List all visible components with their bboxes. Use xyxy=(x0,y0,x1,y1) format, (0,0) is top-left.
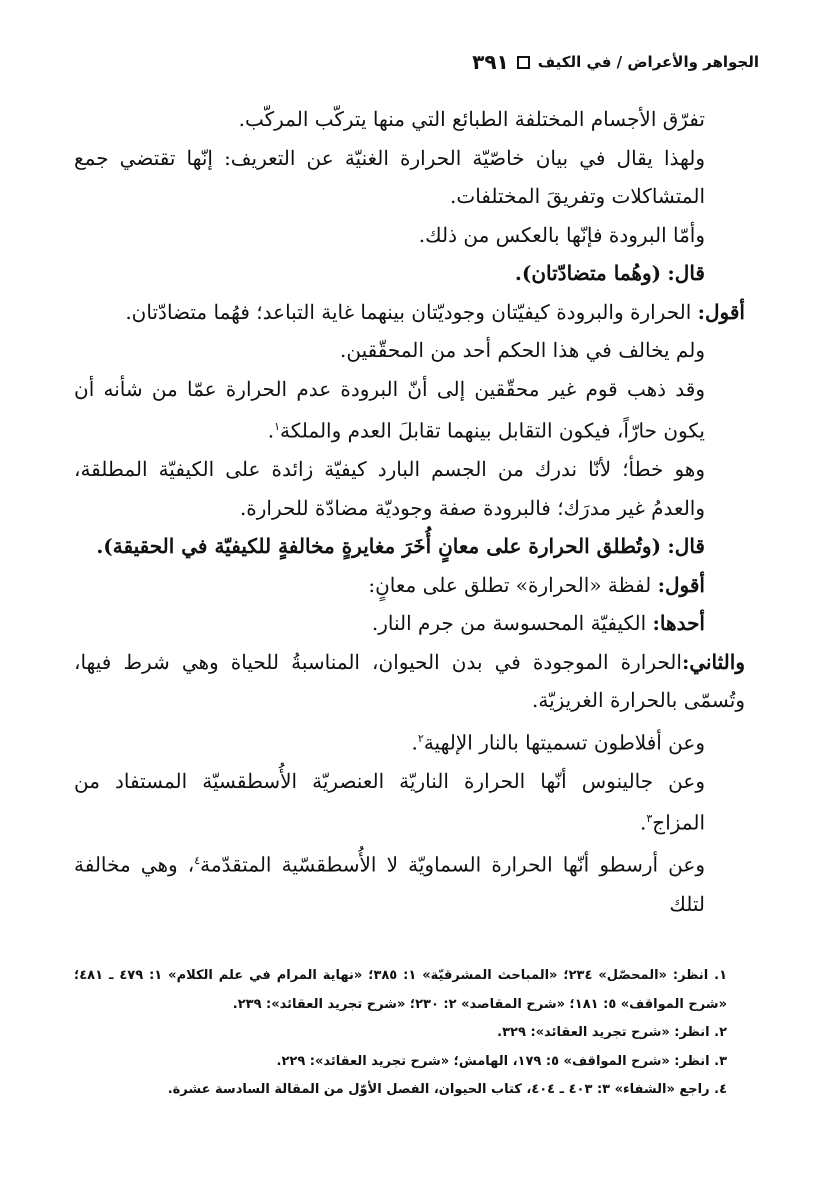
paragraph xyxy=(74,450,745,527)
footnote: ١. انظر: «المحصّل» ٢٣٤؛ «المباحث المشرقيّة» ١: ٣٨٥؛ «نهاية المرام في علم الكلام» ١: ٤٧٩ ـ ٤٨١؛ «شرح المواقف» ٥: ١٨١؛ «شرح المقاصد» ٢: ٢٣٠؛ «شرح تجريد العقائد»: ٢٣٩. xyxy=(74,968,727,1012)
paragraph-text: وعن جالينوس أنّها الحرارة الناريّة العنصريّة الأُسطقسيّة المستفاد من المزاج xyxy=(74,768,705,835)
paragraph xyxy=(74,643,745,720)
paragraph xyxy=(74,139,745,216)
paragraph xyxy=(74,842,745,923)
paragraph xyxy=(74,566,745,605)
footnote-ref: ٤ xyxy=(194,854,201,868)
footnote: ٣. انظر: «شرح المواقف» ٥: ١٧٩، الهامش؛ «شرح تجريد العقائد»: ٢٢٩. xyxy=(276,1053,727,1069)
paragraph xyxy=(74,254,745,293)
paragraph-text: وعن أفلاطون تسميتها بالنار الإلهية xyxy=(423,730,705,755)
paragraph xyxy=(74,293,745,332)
aqul-label: أقول: xyxy=(657,572,705,597)
running-title-text: الجواهر والأعراض / في الكيف xyxy=(537,53,759,71)
paragraph-text: لفظة «الحرارة» تطلق على معانٍ: xyxy=(368,572,652,597)
second-label: والثاني: xyxy=(681,649,745,674)
paragraph xyxy=(74,216,745,255)
paragraph-text: وهو خطأ؛ لأنّا ندرك من الجسم البارد كيفيّة زائدة على الكيفيّة المطلقة، والعدمُ غير مدرَك؛ فالبرودة صفة وجوديّة مضادّة للحرارة. xyxy=(74,457,705,520)
paragraph-text: ولهذا يقال في بيان خاصّيّة الحرارة الغنيّة عن التعريف: إنّها تقتضي جمع المتشاكلات وتفريقَ المختلفات. xyxy=(74,145,705,208)
page-header xyxy=(64,50,759,74)
paragraph-text: وقد ذهب قوم غير محقّقين إلى أنّ البرودة عدم الحرارة عمّا من شأنه أن يكون حارّاً، فيكون التقابل بينهما تقابلَ العدم والملكة xyxy=(74,376,705,443)
paragraph-text: ولم يخالف في هذا الحكم أحد من المحقّقين. xyxy=(339,338,705,362)
qala-label: قال: xyxy=(667,261,705,285)
main-text xyxy=(74,100,745,923)
footnote-ref: ٣ xyxy=(646,812,653,826)
paragraph-text: ، وهي مخالفة لتلك xyxy=(74,853,705,916)
footnote-ref: ١ xyxy=(274,420,281,433)
footnote: ٢. انظر: «شرح تجريد العقائد»: ٣٢٩. xyxy=(497,1025,727,1040)
paragraph-text: الحرارة والبرودة كيفيّتان وجوديّتان بينهما غاية التباعد؛ فهُما متضادّتان. xyxy=(125,299,692,324)
paragraph-text: وأمّا البرودة فإنّها بالعكس من ذلك. xyxy=(418,222,705,247)
paragraph xyxy=(74,604,745,643)
paragraph-text: الكيفيّة المحسوسة من جرم النار. xyxy=(371,611,647,636)
paragraph: وعن جالينوس أنّها الحرارة الناريّة العنصريّة الأُسطقسيّة المستفاد من المزاج$^٣$. xyxy=(74,768,705,835)
paragraph xyxy=(74,331,745,370)
matn-text: (وتُطلق الحرارة على معانٍ أُخَرَ مغايرةٍ مخالفةٍ للكيفيّة في الحقيقة). xyxy=(96,534,662,559)
paragraph xyxy=(74,527,745,566)
running-header xyxy=(472,50,759,74)
matn-text: (وهُما متضادّتان). xyxy=(514,261,662,285)
footnotes xyxy=(74,962,745,1105)
footnote-ref: ٢ xyxy=(417,731,424,745)
qala-label: قال: xyxy=(667,534,705,559)
paragraph-text: وعن أرسطو أنّها الحرارة السماويّة لا الأُسطقسّية المتقدّمة xyxy=(200,853,705,878)
footnote: ٤. راجع «الشفاء» ٣: ٤٠٣ ـ ٤٠٤، كتاب الحيوان، الفصل الأوّل من المقالة السادسة عشرة. xyxy=(167,1082,727,1097)
paragraph xyxy=(74,100,745,139)
paragraph: وعن أفلاطون تسميتها بالنار الإلهية$^٢$. xyxy=(411,730,705,755)
first-label: أحدها: xyxy=(652,611,705,636)
paragraph-text: تفرّق الأجسام المختلفة الطبائع التي منها يتركّب المركّب. xyxy=(238,107,705,131)
paragraph-text: الحرارة الموجودة في بدن الحيوان، المناسبةُ للحياة وهي شرط فيها، وتُسمّى بالحرارة الغريزيّة. xyxy=(74,649,745,713)
page-number: ٣٩١ xyxy=(472,50,509,74)
paragraph: وقد ذهب قوم غير محقّقين إلى أنّ البرودة عدم الحرارة عمّا من شأنه أن يكون حارّاً، فيكون التقابل بينهما تقابلَ العدم والملكة$^١$. xyxy=(74,376,705,443)
aqul-label: أقول: xyxy=(697,299,745,324)
square-separator-icon xyxy=(517,56,530,69)
